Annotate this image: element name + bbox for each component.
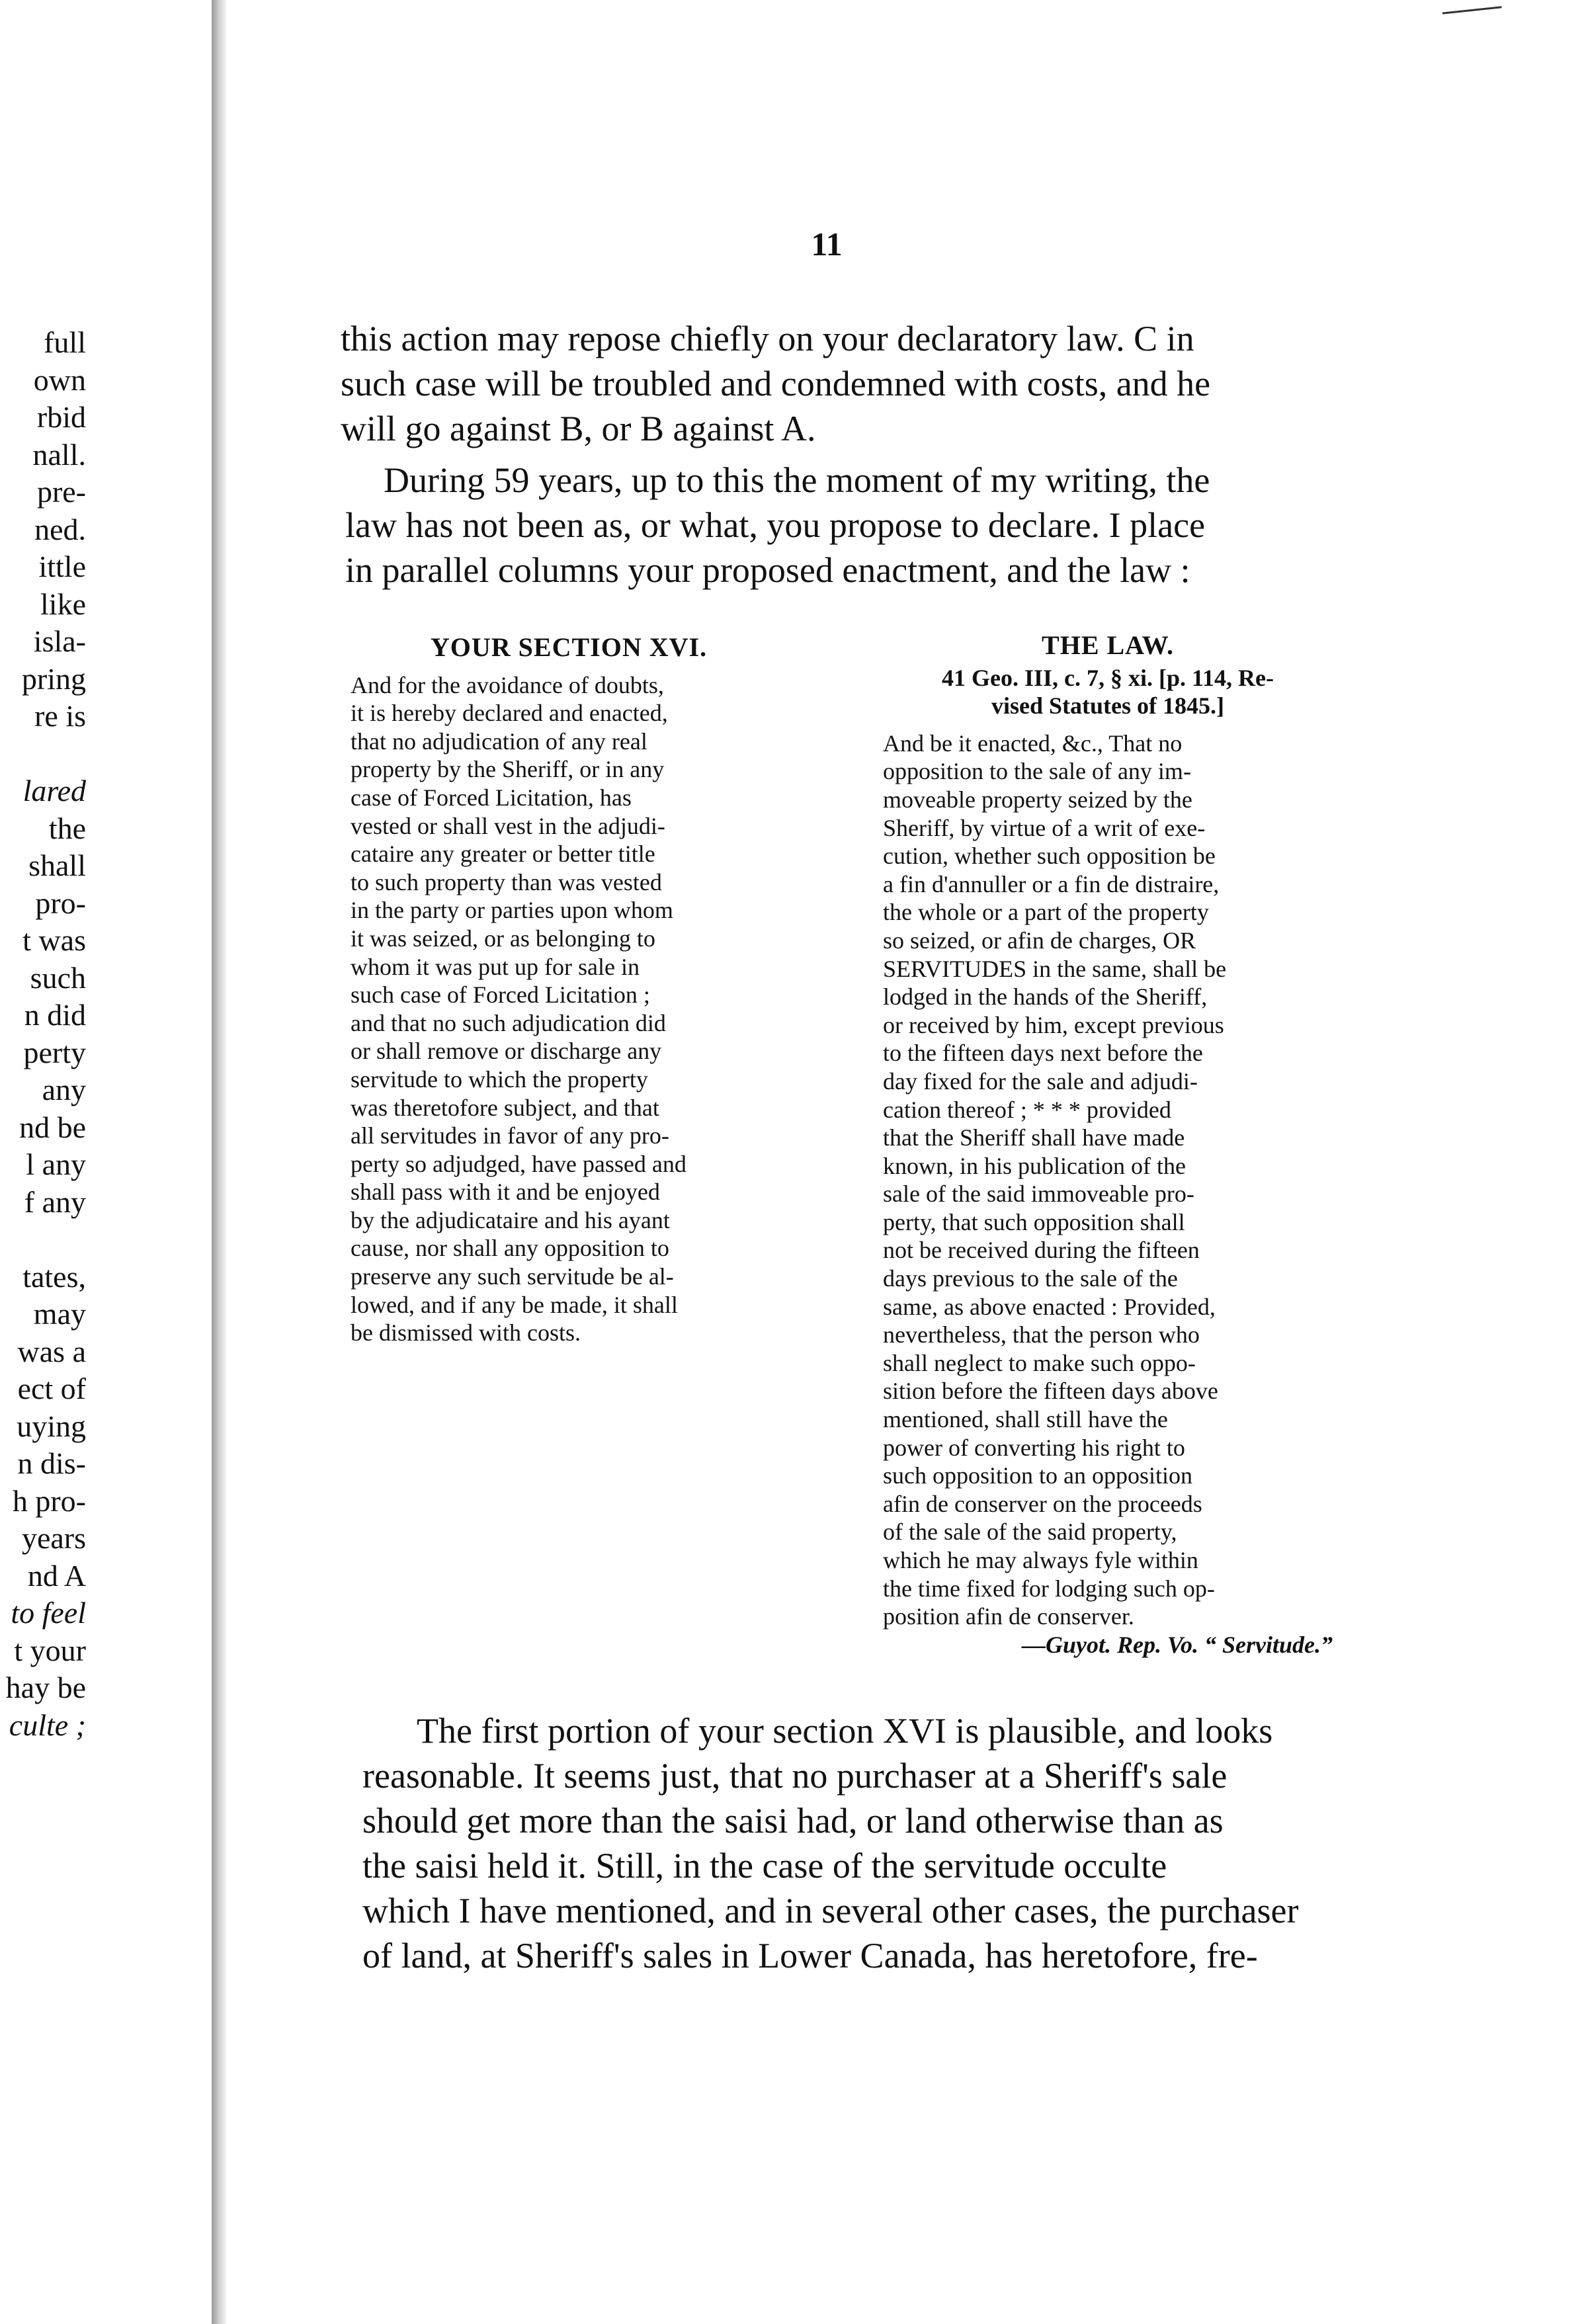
column-line: perty, that such opposition shall [883,1208,1185,1235]
paragraph-2-cont [345,503,1311,593]
fragment-line: l any [26,1147,86,1181]
column-line: perty so adjudged, have passed and [351,1150,687,1177]
paragraph-line: this action may repose chiefly on your declaratory law. C in [341,319,1194,358]
fragment-line: to feel [11,1596,86,1630]
column-line: cution, whether such opposition be [883,843,1216,870]
citation: —Guyot. Rep. Vo. “ Servitude.” [1021,1631,1333,1658]
paragraph-line: such case will be troubled and condemned with costs, and he [341,364,1211,403]
column-line: be dismissed with costs. [351,1319,581,1347]
column-line: all servitudes in favor of any pro- [351,1122,669,1149]
column-line: of the sale of the said property, [883,1518,1177,1546]
fragment-line: lared [22,774,86,808]
column-line: it was seized, or as belonging to [351,925,655,952]
column-line: Sheriff, by virtue of a writ of exe- [883,814,1206,841]
column-line: servitude to which the property [351,1065,648,1093]
column-line: which he may always fyle within [883,1547,1198,1573]
column-line: the time fixed for lodging such op- [883,1575,1215,1602]
column-line: day fixed for the sale and adjudi- [883,1067,1198,1095]
fragment-line: was a [17,1334,86,1368]
column-line: power of converting his right to [883,1434,1185,1461]
column-line: cation thereof ; * * * provided [883,1096,1171,1123]
column-line: lodged in the hands of the Sheriff, [883,983,1208,1011]
paragraph-3 [417,1708,1326,1753]
fragment-line: t your [14,1633,86,1667]
fragment-line: tates, [22,1259,86,1294]
fragment-line: years [21,1521,86,1555]
column-line: nevertheless, that the person who [883,1321,1200,1349]
fragment-line: the [48,811,86,845]
fragment-line: such [30,960,86,995]
paragraph-3-cont [362,1753,1328,1978]
page-gutter [212,0,226,2324]
column-line: case of Forced Licitation, has [351,784,632,811]
column-line: in the party or parties upon whom [351,897,673,924]
column-line: same, as above enacted : Provided, [883,1293,1216,1320]
column-line: to such property than was vested [351,868,662,895]
column-line: that the Sheriff shall have made [883,1124,1185,1151]
paragraph-line: which I have mentioned, and in several other cases, the purchaser [362,1891,1299,1930]
fragment-line: full [44,325,86,359]
column-line: lowed, and if any be made, it shall [351,1291,678,1318]
fragment-line [0,735,86,773]
fragment-line: own [33,362,86,397]
fragment-line: nd A [27,1558,86,1593]
fragment-line: any [42,1073,86,1106]
column-line: such case of Forced Licitation ; [351,981,650,1009]
column-line: cataire any greater or better title [351,841,655,868]
fragment-line: n did [24,998,86,1032]
column-line: shall neglect to make such oppo- [883,1349,1196,1376]
paragraph-line: in parallel columns your proposed enactment, and the law : [345,550,1190,590]
left-column-body [351,671,787,1347]
column-line: cause, nor shall any opposition to [351,1235,669,1262]
column-line: whom it was put up for sale in [351,953,640,980]
paragraph-1 [341,316,1310,451]
column-line: property by the Sheriff, or in any [351,756,665,783]
fragment-line: like [40,587,86,621]
left-page-fragments [0,324,86,1744]
column-line: sale of the said immoveable pro- [883,1181,1194,1208]
column-line: it is hereby declared and enacted, [351,700,668,727]
paragraph-line: law has not been as, or what, you propose to declare. I place [345,505,1206,545]
column-line: the whole or a part of the property [883,899,1209,926]
column-line: opposition to the sale of any im- [883,758,1191,785]
column-line: preserve any such servitude be al- [351,1263,674,1290]
column-line: or shall remove or discharge any [351,1038,662,1065]
column-line: or received by him, except previous [883,1011,1224,1038]
page-number: 11 [811,226,843,263]
column-line: and that no such adjudication did [351,1009,666,1036]
fragment-line: culte ; [9,1708,86,1742]
fragment-line: h pro- [12,1483,86,1518]
column-line: such opposition to an opposition [883,1462,1192,1489]
fragment-line: nall. [32,437,86,472]
paragraph-line: the saisi held it. Still, in the case of the servitude occulte [362,1846,1167,1886]
fragment-line: rbid [36,400,86,434]
fragment-line: isla- [33,624,86,658]
fragment-line [0,1221,86,1259]
column-line: sition before the fifteen days above [883,1378,1218,1405]
column-line: a fin d'annuller or a fin de distraire, [883,870,1220,897]
fragment-line: ittle [38,550,86,583]
column-line: mentioned, shall still have the [883,1406,1168,1433]
paragraph-line: The first portion of your section XVI is plausible, and looks [417,1711,1273,1751]
column-line: vested or shall vest in the adjudi- [351,812,665,839]
column-line: by the adjudicataire and his ayant [351,1206,670,1233]
fragment-line: f any [24,1184,86,1219]
paragraph-line: During 59 years, up to this the moment of my writing, the [384,460,1210,500]
left-column-section-xvi [351,634,787,1347]
scan-mark [1441,0,1501,15]
paragraph-line: reasonable. It seems just, that no purchaser at a Sheriff's sale [362,1756,1228,1796]
fragment-line: perty [23,1035,86,1069]
fragment-line: pring [21,661,86,696]
column-line: to the fifteen days next before the [883,1040,1203,1067]
paragraph-line: of land, at Sheriff's sales in Lower Canada, has heretofore, fre- [362,1936,1258,1975]
fragment-line: may [33,1297,86,1331]
column-line: was theretofore subject, and that [351,1094,659,1121]
column-line: position afin de conserver. [883,1603,1134,1630]
fragment-line: t was [22,923,86,957]
column-line: And for the avoidance of doubts, [351,671,664,698]
column-line: known, in his publication of the [883,1152,1186,1179]
right-column-the-law [883,632,1333,1659]
column-line: shall pass with it and be enjoyed [351,1179,660,1206]
fragment-line: pro- [35,886,86,920]
paragraph-line: should get more than the saisi had, or land otherwise than as [362,1801,1224,1841]
fragment-line: hay be [5,1671,86,1704]
column-line: that no adjudication of any real [351,727,647,755]
fragment-line: n dis- [17,1446,86,1480]
fragment-line: nd be [19,1110,86,1144]
paragraph-2 [384,458,1310,503]
column-line: so seized, or afin de charges, OR [883,927,1196,954]
column-line: days previous to the sale of the [883,1265,1178,1292]
column-line: afin de conserver on the proceeds [883,1490,1202,1517]
column-line: moveable property seized by the [883,786,1192,813]
right-column-reference [883,664,1333,720]
fragment-line: ect of [17,1372,86,1405]
right-column-body [883,729,1333,1631]
fragment-line: shall [28,849,86,882]
fragment-line: re is [34,699,86,733]
fragment-line: ned. [34,512,86,546]
fragment-line: pre- [36,475,86,509]
reference-line: 41 Geo. III, c. 7, § xi. [p. 114, Re- [942,664,1274,691]
fragment-line: uying [17,1409,86,1443]
reference-line: vised Statutes of 1845.] [991,692,1224,720]
column-line: And be it enacted, &c., That no [883,729,1183,757]
right-column-heading: THE LAW. [1042,630,1174,660]
column-line: SERVITUDES in the same, shall be [883,955,1227,982]
left-column-heading: YOUR SECTION XVI. [430,632,708,662]
column-line: not be received during the fifteen [883,1237,1200,1264]
paragraph-line: will go against B, or B against A. [341,409,816,448]
